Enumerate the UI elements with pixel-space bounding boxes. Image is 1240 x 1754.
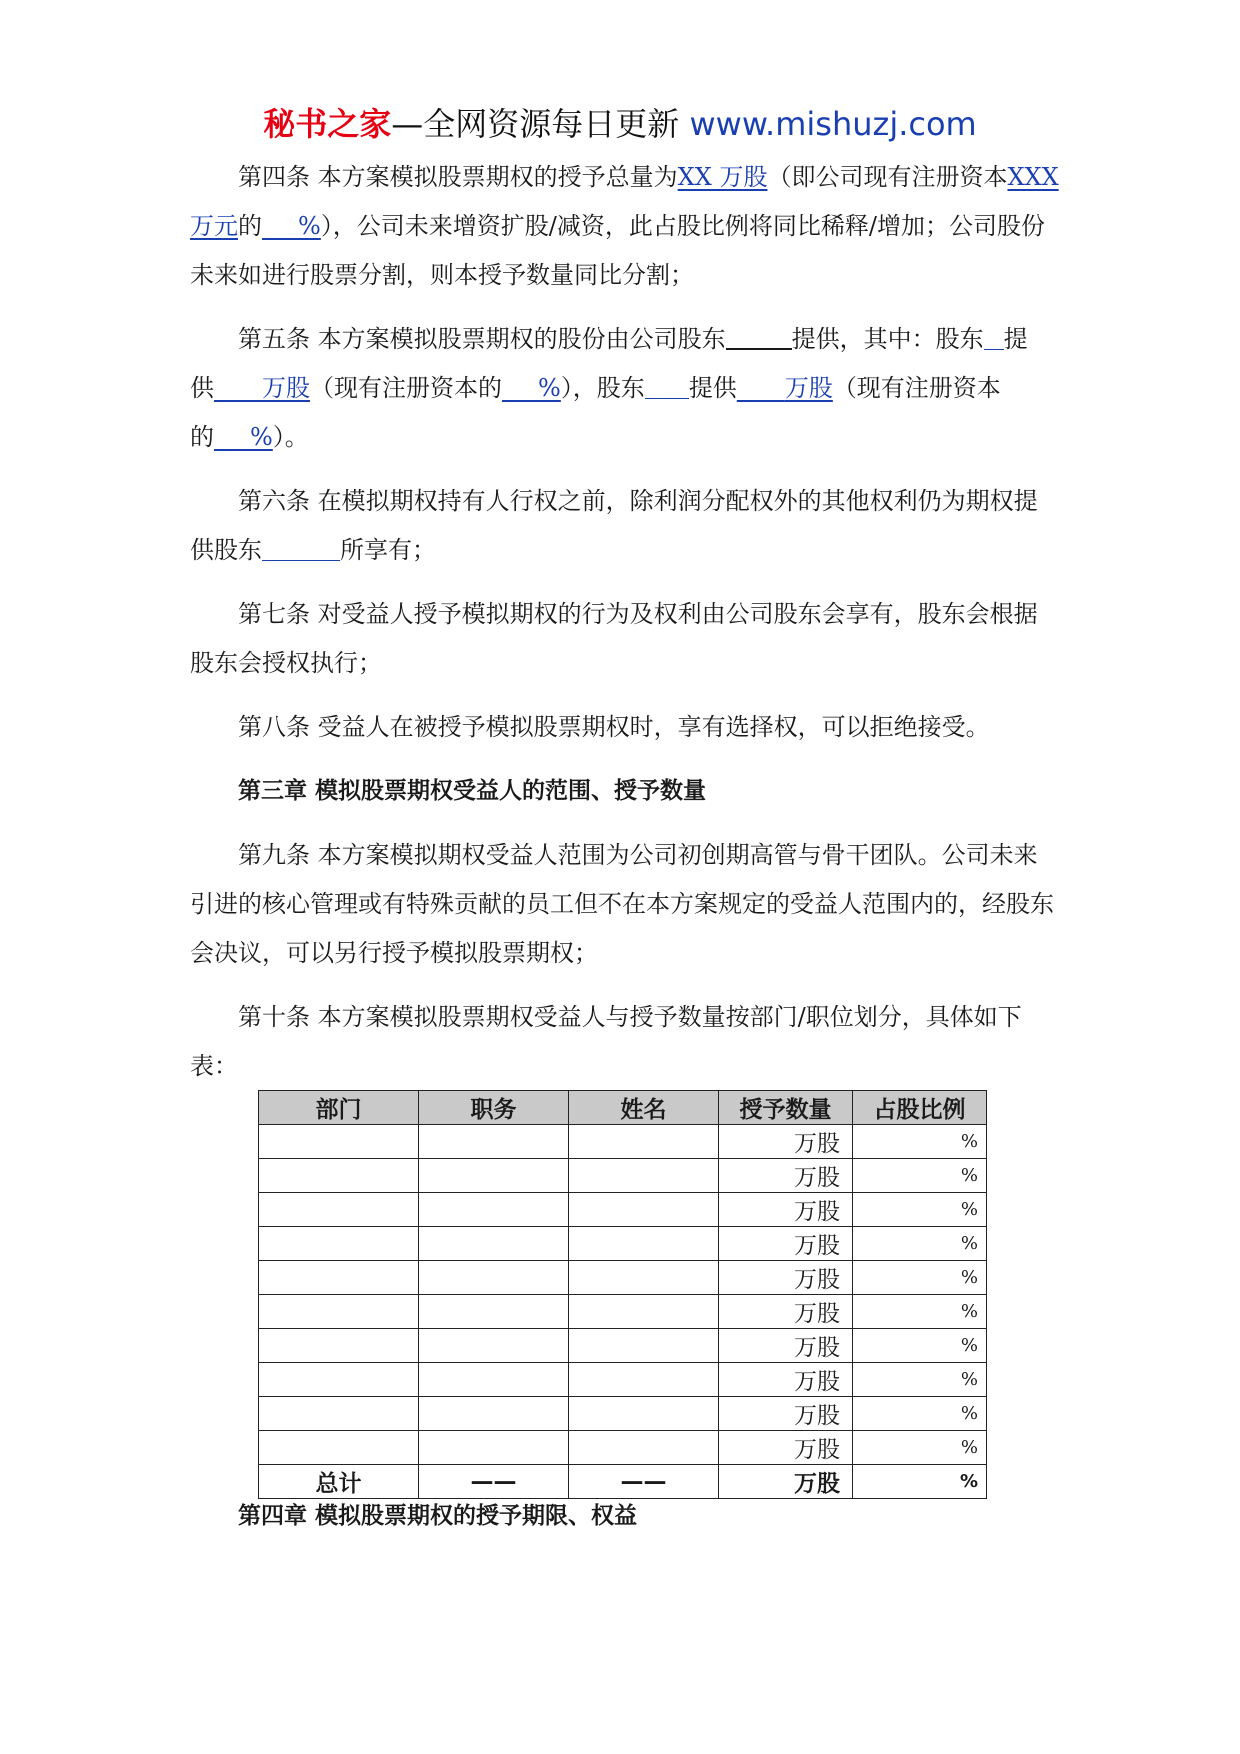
cell-department[interactable]: [259, 1227, 419, 1261]
cell-position[interactable]: [419, 1363, 569, 1397]
table-header-row: [259, 1091, 987, 1125]
table-row: [259, 1159, 987, 1193]
cell-quantity[interactable]: 万股: [719, 1261, 853, 1295]
cell-quantity[interactable]: 万股: [719, 1125, 853, 1159]
total-label: 总计: [259, 1465, 419, 1499]
cell-ratio[interactable]: %: [853, 1125, 987, 1159]
cell-ratio[interactable]: %: [853, 1227, 987, 1261]
chapter-4-heading: 第四章 模拟股票期权的授予期限、权益: [238, 1503, 638, 1529]
cell-quantity[interactable]: 万股: [719, 1397, 853, 1431]
header-share-ratio: 占股比例: [853, 1091, 987, 1125]
table-row: [259, 1193, 987, 1227]
cell-department[interactable]: [259, 1397, 419, 1431]
blank-shareholder-1[interactable]: [984, 325, 1004, 350]
table-total-row: [259, 1465, 987, 1499]
link-total-shares[interactable]: XX 万股: [677, 163, 768, 191]
header-department: 部门: [259, 1091, 419, 1125]
cell-department[interactable]: [259, 1159, 419, 1193]
cell-quantity[interactable]: 万股: [719, 1227, 853, 1261]
header-position: 职务: [419, 1091, 569, 1125]
cell-quantity[interactable]: 万股: [719, 1295, 853, 1329]
table-row: [259, 1397, 987, 1431]
table-row: [259, 1363, 987, 1397]
link-percent[interactable]: %: [298, 212, 321, 240]
total-position: ——: [419, 1465, 569, 1499]
site-url[interactable]: www.mishuzj.com: [689, 105, 977, 143]
total-quantity[interactable]: 万股: [719, 1465, 853, 1499]
cell-name[interactable]: [569, 1159, 719, 1193]
cell-department[interactable]: [259, 1261, 419, 1295]
table-row: [259, 1125, 987, 1159]
cell-ratio[interactable]: %: [853, 1363, 987, 1397]
cell-name[interactable]: [569, 1397, 719, 1431]
article-6: 第六条 在模拟期权持有人行权之前，除利润分配权外的其他权利仍为期权提供股东 所享有；: [190, 487, 1038, 564]
cell-position[interactable]: [419, 1227, 569, 1261]
cell-quantity[interactable]: 万股: [719, 1193, 853, 1227]
header-name: 姓名: [569, 1091, 719, 1125]
cell-position[interactable]: [419, 1193, 569, 1227]
cell-name[interactable]: [569, 1363, 719, 1397]
article-4: 第四条 本方案模拟股票期权的授予总量为XX 万股（即公司现有注册资本XXX 万元的 %），公司未来增资扩股/减资，此占股比例将同比稀释/增加；公司股份未来如进行股票分割，则本授予数量同比分割；: [190, 163, 1059, 289]
cell-ratio[interactable]: %: [853, 1159, 987, 1193]
chapter-3-heading: 第三章 模拟股票期权受益人的范围、授予数量: [238, 778, 707, 804]
link-percent-1[interactable]: %: [538, 374, 561, 402]
blank-shareholder-3[interactable]: [262, 536, 340, 561]
cell-name[interactable]: [569, 1125, 719, 1159]
brand-name: 秘书之家: [263, 105, 392, 143]
table-row: [259, 1431, 987, 1465]
cell-department[interactable]: [259, 1363, 419, 1397]
header-slogan: —全网资源每日更新: [391, 105, 690, 143]
link-shares-1[interactable]: 万股: [262, 374, 310, 402]
cell-quantity[interactable]: 万股: [719, 1329, 853, 1363]
cell-department[interactable]: [259, 1193, 419, 1227]
cell-ratio[interactable]: %: [853, 1295, 987, 1329]
article-8: 第八条 受益人在被授予模拟股票期权时，享有选择权，可以拒绝接受。: [238, 713, 990, 741]
blank-shareholder[interactable]: [726, 324, 792, 350]
cell-name[interactable]: [569, 1431, 719, 1465]
cell-position[interactable]: [419, 1329, 569, 1363]
cell-name[interactable]: [569, 1329, 719, 1363]
cell-position[interactable]: [419, 1397, 569, 1431]
table-row: [259, 1227, 987, 1261]
cell-quantity[interactable]: 万股: [719, 1159, 853, 1193]
cell-name[interactable]: [569, 1261, 719, 1295]
cell-position[interactable]: [419, 1431, 569, 1465]
table-row: [259, 1295, 987, 1329]
cell-ratio[interactable]: %: [853, 1431, 987, 1465]
cell-department[interactable]: [259, 1431, 419, 1465]
cell-department[interactable]: [259, 1295, 419, 1329]
site-header: [0, 102, 1240, 146]
total-name: ——: [569, 1465, 719, 1499]
article-7: 第七条 对受益人授予模拟期权的行为及权利由公司股东会享有，股东会根据股东会授权执行；: [190, 600, 1038, 677]
cell-position[interactable]: [419, 1295, 569, 1329]
article-5: 第五条 本方案模拟股票期权的股份由公司股东 提供，其中：股东 提供 万股（现有注册资本的 %），股东 提供 万股（现有注册资本的 %）。: [190, 325, 1028, 451]
cell-department[interactable]: [259, 1125, 419, 1159]
cell-position[interactable]: [419, 1125, 569, 1159]
cell-quantity[interactable]: 万股: [719, 1363, 853, 1397]
document-body: [190, 153, 1060, 1091]
link-percent-2[interactable]: %: [250, 423, 273, 451]
link-shares-2[interactable]: 万股: [784, 374, 833, 402]
cell-name[interactable]: [569, 1227, 719, 1261]
cell-name[interactable]: [569, 1295, 719, 1329]
cell-ratio[interactable]: %: [853, 1397, 987, 1431]
total-ratio[interactable]: %: [853, 1465, 987, 1499]
cell-name[interactable]: [569, 1193, 719, 1227]
header-grant-quantity: 授予数量: [719, 1091, 853, 1125]
cell-position[interactable]: [419, 1261, 569, 1295]
link-registered-capital[interactable]: XXX 万元: [190, 163, 1059, 240]
cell-ratio[interactable]: %: [853, 1193, 987, 1227]
cell-ratio[interactable]: %: [853, 1329, 987, 1363]
table-row: [259, 1329, 987, 1363]
article-10: 第十条 本方案模拟股票期权受益人与授予数量按部门/职位划分，具体如下表：: [190, 1003, 1022, 1080]
cell-ratio[interactable]: %: [853, 1261, 987, 1295]
grant-table: [258, 1090, 987, 1499]
cell-quantity[interactable]: 万股: [719, 1431, 853, 1465]
article-9: 第九条 本方案模拟期权受益人范围为公司初创期高管与骨干团队。公司未来引进的核心管理或有特殊贡献的员工但不在本方案规定的受益人范围内的，经股东会决议，可以另行授予模拟股票期权；: [190, 841, 1054, 967]
blank-shareholder-2[interactable]: [645, 374, 689, 399]
cell-position[interactable]: [419, 1159, 569, 1193]
cell-department[interactable]: [259, 1329, 419, 1363]
table-row: [259, 1261, 987, 1295]
